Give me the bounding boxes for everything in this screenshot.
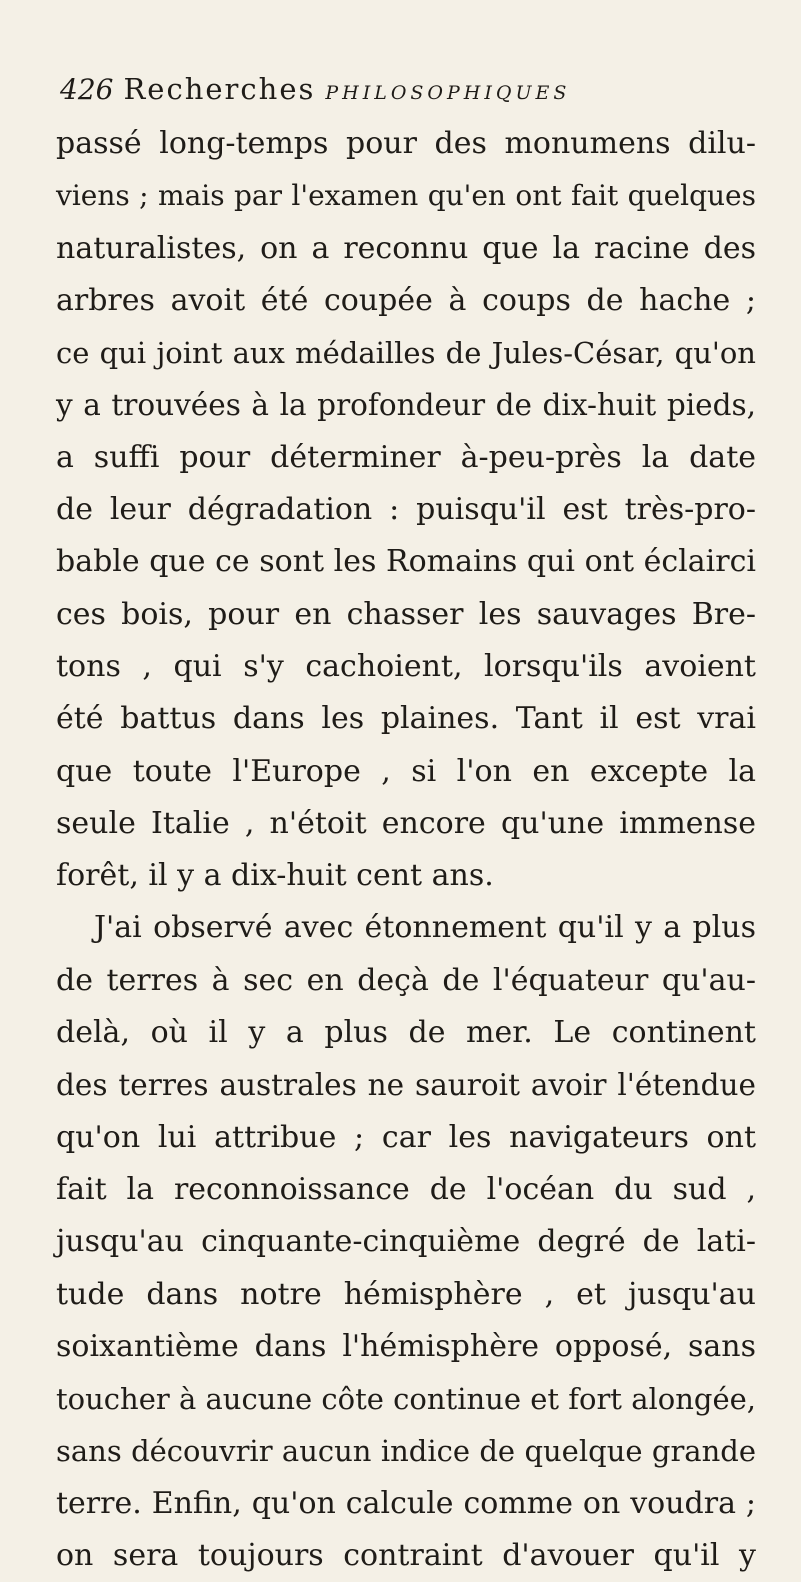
text-line: delà, où il y a plus de mer. Le continent (56, 1015, 756, 1051)
text-line: ces bois, pour en chasser les sauvages Bre- (56, 596, 756, 632)
text-line: tude dans notre hémisphère , et jusqu'au (56, 1276, 756, 1312)
text-line: naturalistes, on a reconnu que la racine des (56, 230, 756, 266)
text-line: bable que ce sont les Romains qui ont éclairci (56, 544, 756, 580)
text-line: tons , qui s'y cachoient, lorsqu'ils avoient (56, 648, 756, 684)
text-line: forêt, il y a dix-huit cent ans. (56, 858, 494, 894)
text-line: passé long-temps pour des monumens dilu- (56, 126, 756, 161)
running-title-subtitle: PHILOSOPHIQUES (325, 82, 571, 104)
page-header (60, 68, 760, 110)
running-title: Recherches (123, 72, 316, 106)
text-line: a suffi pour déterminer à-peu-près la date (56, 439, 756, 475)
text-line: des terres australes ne sauroit avoir l'étendue (56, 1068, 756, 1103)
text-line: sans découvrir aucun indice de quelque grande (56, 1434, 756, 1469)
text-line: ce qui joint aux médailles de Jules-César, qu'on (56, 336, 756, 371)
text-line: seule Italie , n'étoit encore qu'une immense (56, 805, 756, 841)
text-line: y a trouvées à la profondeur de dix-huit pieds, (56, 388, 756, 423)
text-line: de terres à sec en deçà de l'équateur qu'au- (56, 962, 756, 998)
text-line: arbres avoit été coupée à coups de hache ; (56, 282, 756, 318)
text-line: viens ; mais par l'examen qu'en ont fait quelques (56, 179, 756, 213)
page-number: 426 (60, 73, 114, 106)
text-line: on sera toujours contraint d'avouer qu'il y (56, 1538, 756, 1574)
text-line: terre. Enfin, qu'on calcule comme on voudra ; (56, 1485, 756, 1521)
text-line: qu'on lui attribue ; car les navigateurs ont (56, 1119, 756, 1155)
text-line: de leur dégradation : puisqu'il est très-pro- (56, 492, 756, 528)
text-line: soixantième dans l'hémisphère opposé, sans (56, 1328, 756, 1364)
text-line: été battus dans les plaines. Tant il est vrai (56, 701, 756, 737)
text-line: que toute l'Europe , si l'on en excepte la (56, 753, 756, 789)
text-line: fait la reconnoissance de l'océan du sud , (56, 1171, 756, 1207)
paragraph-first-line: J'ai observé avec étonnement qu'il y a plus (94, 910, 756, 946)
text-line: toucher à aucune côte continue et fort alongée, (56, 1382, 756, 1417)
text-line: jusqu'au cinquante-cinquième degré de lati- (56, 1224, 756, 1260)
body-text (56, 118, 756, 1582)
